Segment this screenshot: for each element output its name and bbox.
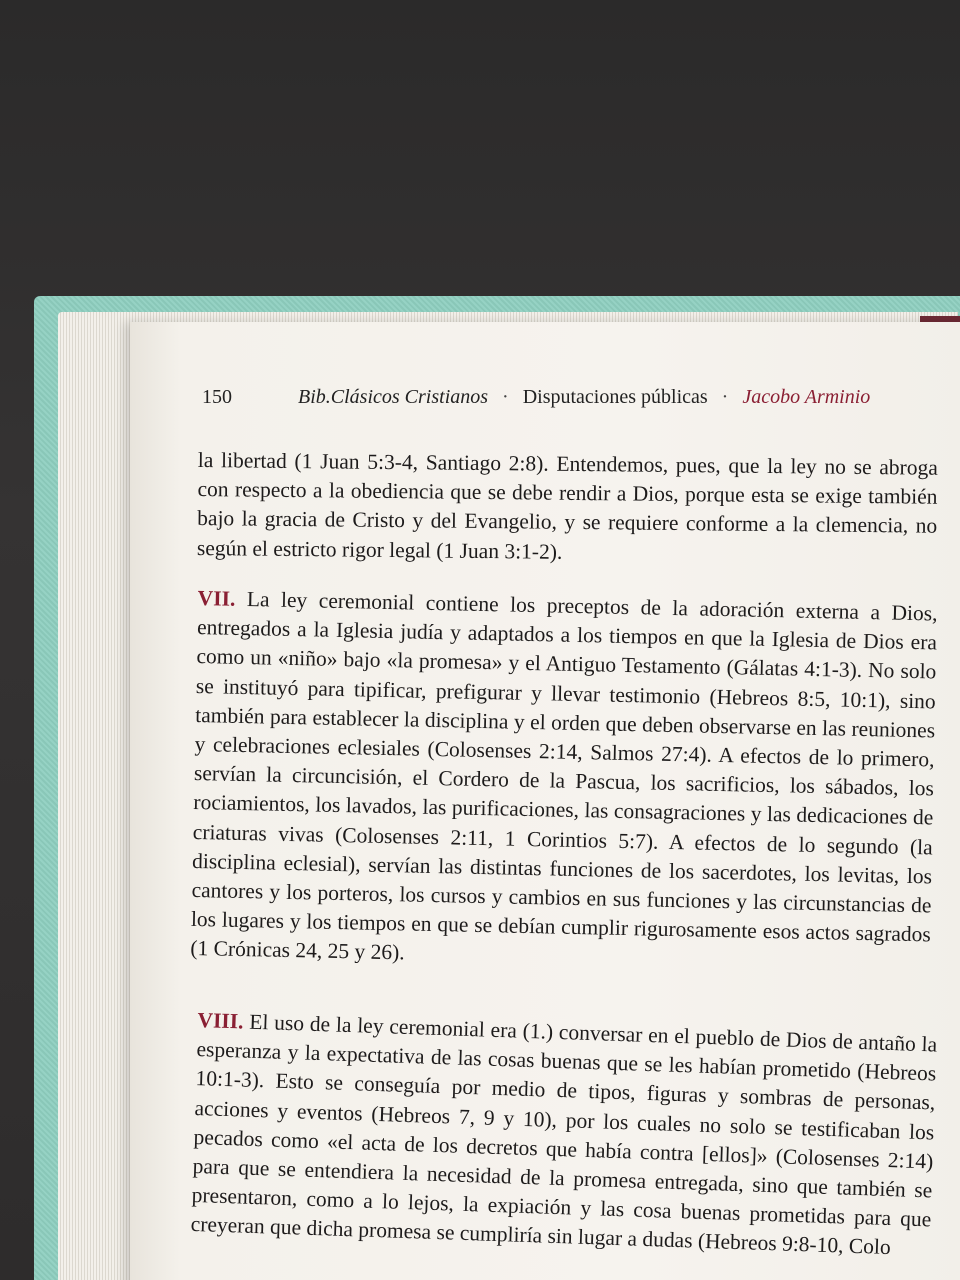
paragraph-text: La ley ceremonial contiene los preceptos de la adoración externa a Dios, entregados a la Iglesia judía y adaptados a los tiempos en que la Iglesia de Dios era como un «niño» bajo «la promesa» y el Antiguo Testamento (Gálatas 4:1-3). No solo se instituyó para tipificar, prefigurar y llevar testimonio (Hebreos 8:5, 10:1), sino también para establecer la disciplina y el orden que deben observarse en las reuniones y celebraciones eclesiales (Colosenses 2:14, Salmos 27:4). A efectos de lo primero, servían la circuncisión, el Cordero de la Pascua, los sacrificios, los sábados, los rociamientos, los lavados, las purificaciones, las consagraciones y las dedicaciones de criaturas vivas (Colosenses 2:11, 1 Corintios 5:7). A efectos de lo segundo (la disciplina eclesial), servían las distintas funciones de los sacerdotes, los levitas, los cantores y los porteros, los cursos y cambios en sus funciones y las circunstancias de los lugares y los tiempos en que se debían cumplir rigurosamente esos actos sagrados (1 Crónicas 24, 25 y 26).: [190, 586, 938, 965]
author-name: Jacobo Arminio: [742, 386, 871, 408]
paragraph-text: la libertad (1 Juan 5:3-4, Santiago 2:8). Entendemos, pues, que la ley no se abroga con respecto a la obediencia que se debe rendir a Dios, porque esta se exige también bajo la gracia de Cristo y del Evangelio, y se requiere conforme a la clemencia, no según el estricto rigor legal (1 Juan 3:1-2).: [196, 447, 938, 564]
section-numeral: VIII.: [197, 1007, 244, 1034]
page-number: 150: [202, 386, 232, 408]
paragraph-viii: [190, 1006, 937, 1264]
running-header: [202, 386, 882, 409]
header-separator: ·: [502, 386, 509, 408]
header-separator: ·: [721, 386, 729, 408]
book-title: Disputaciones públicas: [522, 386, 708, 408]
paragraph-text: El uso de la ley ceremonial era (1.) conversar en el pueblo de Dios de antaño la esperanza y la expectativa de las cosas buenas que se les habían prometido (Hebreos 10:1-3). Esto se conseguía por medio de tipos, figuras y sombras de personas, acciones y eventos (Hebreos 7, 9 y 10), por los cuales no solo se testificaban los pecados como «el acta de los decretos que había contra [ellos]» (Colosenses 2:14) para que se entendiera la necesidad de la promesa entregada, sino que también se presentaron, como a lo lejos, la expiación y las cosa buenas prometidas para que creyeran que dicha promesa se cumpliría sin lugar a dudas (Hebreos 9:8-10, Colo: [190, 1009, 938, 1260]
series-name: Bib.Clásicos Cristianos: [298, 386, 489, 408]
paragraph-continuation: [197, 446, 938, 571]
section-numeral: VII.: [197, 585, 236, 611]
paragraph-vii: [190, 584, 938, 979]
